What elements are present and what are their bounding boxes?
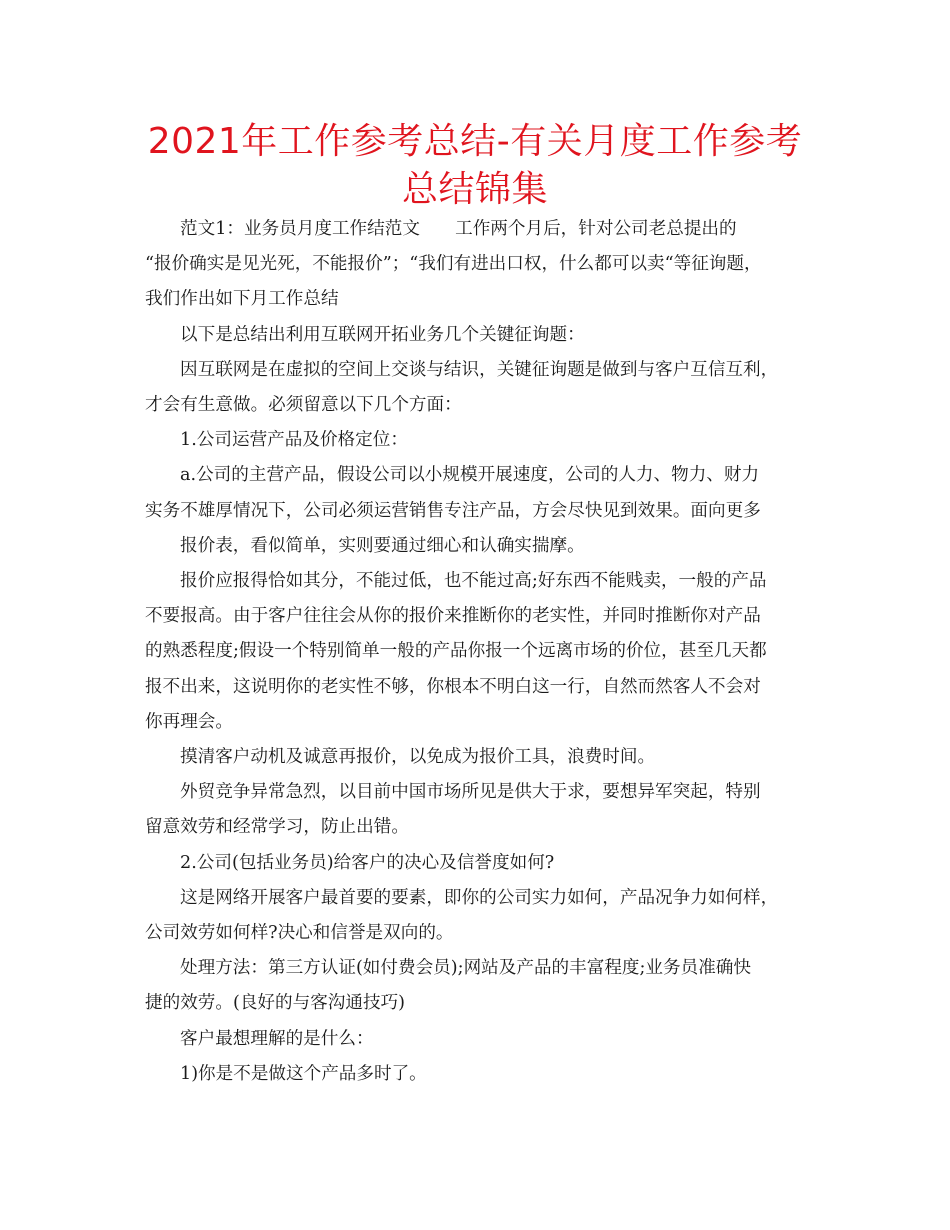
paragraph-line: 报价表，看似简单，实则要通过细心和认确实揣摩。 xyxy=(180,535,585,556)
paragraph-line: 这是网络开展客户最首要的要素，即你的公司实力如何，产品况争力如何样， xyxy=(180,887,779,908)
paragraph xyxy=(145,846,813,881)
paragraph-line: 你再理会。 xyxy=(145,711,233,732)
paragraph-line: 2.公司(包括业务员)给客户的决心及信誉度如何? xyxy=(180,852,555,873)
paragraph xyxy=(145,740,813,775)
paragraph-line: 实务不雄厚情况下，公司必须运营销售专注产品，方会尽快见到效果。面向更多 xyxy=(145,500,761,521)
paragraph xyxy=(145,775,813,845)
paragraph-line: 报不出来，这说明你的老实性不够，你根本不明白这一行，自然而然客人不会对 xyxy=(145,676,761,697)
paragraph-line: 范文1：业务员月度工作结范文 工作两个月后，针对公司老总提出的 xyxy=(180,219,737,239)
paragraph xyxy=(145,212,813,318)
paragraph-line: 1)你是不是做这个产品多时了。 xyxy=(180,1063,427,1084)
paragraph-line: 的熟悉程度;假设一个特别简单一般的产品你报一个远离市场的价位，甚至几天都 xyxy=(145,641,767,662)
paragraph xyxy=(145,318,813,353)
document-title: 2021年工作参考总结-有关月度工作参考总结锦集 xyxy=(147,121,803,210)
paragraph xyxy=(145,423,813,458)
paragraph-line: 处理方法：第三方认证(如付费会员);网站及产品的丰富程度;业务员准确快 xyxy=(180,958,751,979)
paragraph xyxy=(145,1057,813,1092)
paragraph-line: 捷的效劳。(良好的与客沟通技巧) xyxy=(145,993,406,1014)
paragraph xyxy=(145,458,813,528)
paragraph-line: 客户最想理解的是什么： xyxy=(180,1028,374,1049)
paragraph-line: a.公司的主营产品，假设公司以小规模开展速度，公司的人力、物力、财力 xyxy=(180,465,760,486)
paragraph-line: 报价应报得恰如其分，不能过低，也不能过高;好东西不能贱卖，一般的产品 xyxy=(180,571,767,592)
paragraph-line: 外贸竞争异常急烈，以目前中国市场所见是供大于求，要想异军突起，特别 xyxy=(180,782,761,803)
paragraph-line: 公司效劳如何样?决心和信誉是双向的。 xyxy=(145,923,454,944)
paragraph-line: 才会有生意做。必须留意以下几个方面： xyxy=(145,395,462,416)
document-body xyxy=(145,212,813,1092)
paragraph-line: 不要报高。由于客户往往会从你的报价来推断你的老实性，并同时推断你对产品 xyxy=(145,606,761,627)
paragraph-line: 以下是总结出利用互联网开拓业务几个关键征询题： xyxy=(180,324,585,345)
paragraph xyxy=(145,881,813,951)
paragraph xyxy=(145,564,813,740)
paragraph xyxy=(145,353,813,423)
paragraph xyxy=(145,951,813,1021)
paragraph-line: 1.公司运营产品及价格定位： xyxy=(180,430,408,451)
paragraph-line: 摸清客户动机及诚意再报价，以免成为报价工具，浪费时间。 xyxy=(180,747,656,768)
paragraph-line: 我们作出如下月工作总结 xyxy=(145,289,339,310)
paragraph-line: 因互联网是在虚拟的空间上交谈与结识，关键征询题是做到与客户互信互利， xyxy=(180,359,779,380)
paragraph-line: “报价确实是见光死，不能报价”；“我们有进出口权，什么都可以卖“等征询题， xyxy=(145,254,762,275)
paragraph xyxy=(145,1022,813,1057)
paragraph xyxy=(145,529,813,564)
paragraph-line: 留意效劳和经常学习，防止出错。 xyxy=(145,817,409,838)
